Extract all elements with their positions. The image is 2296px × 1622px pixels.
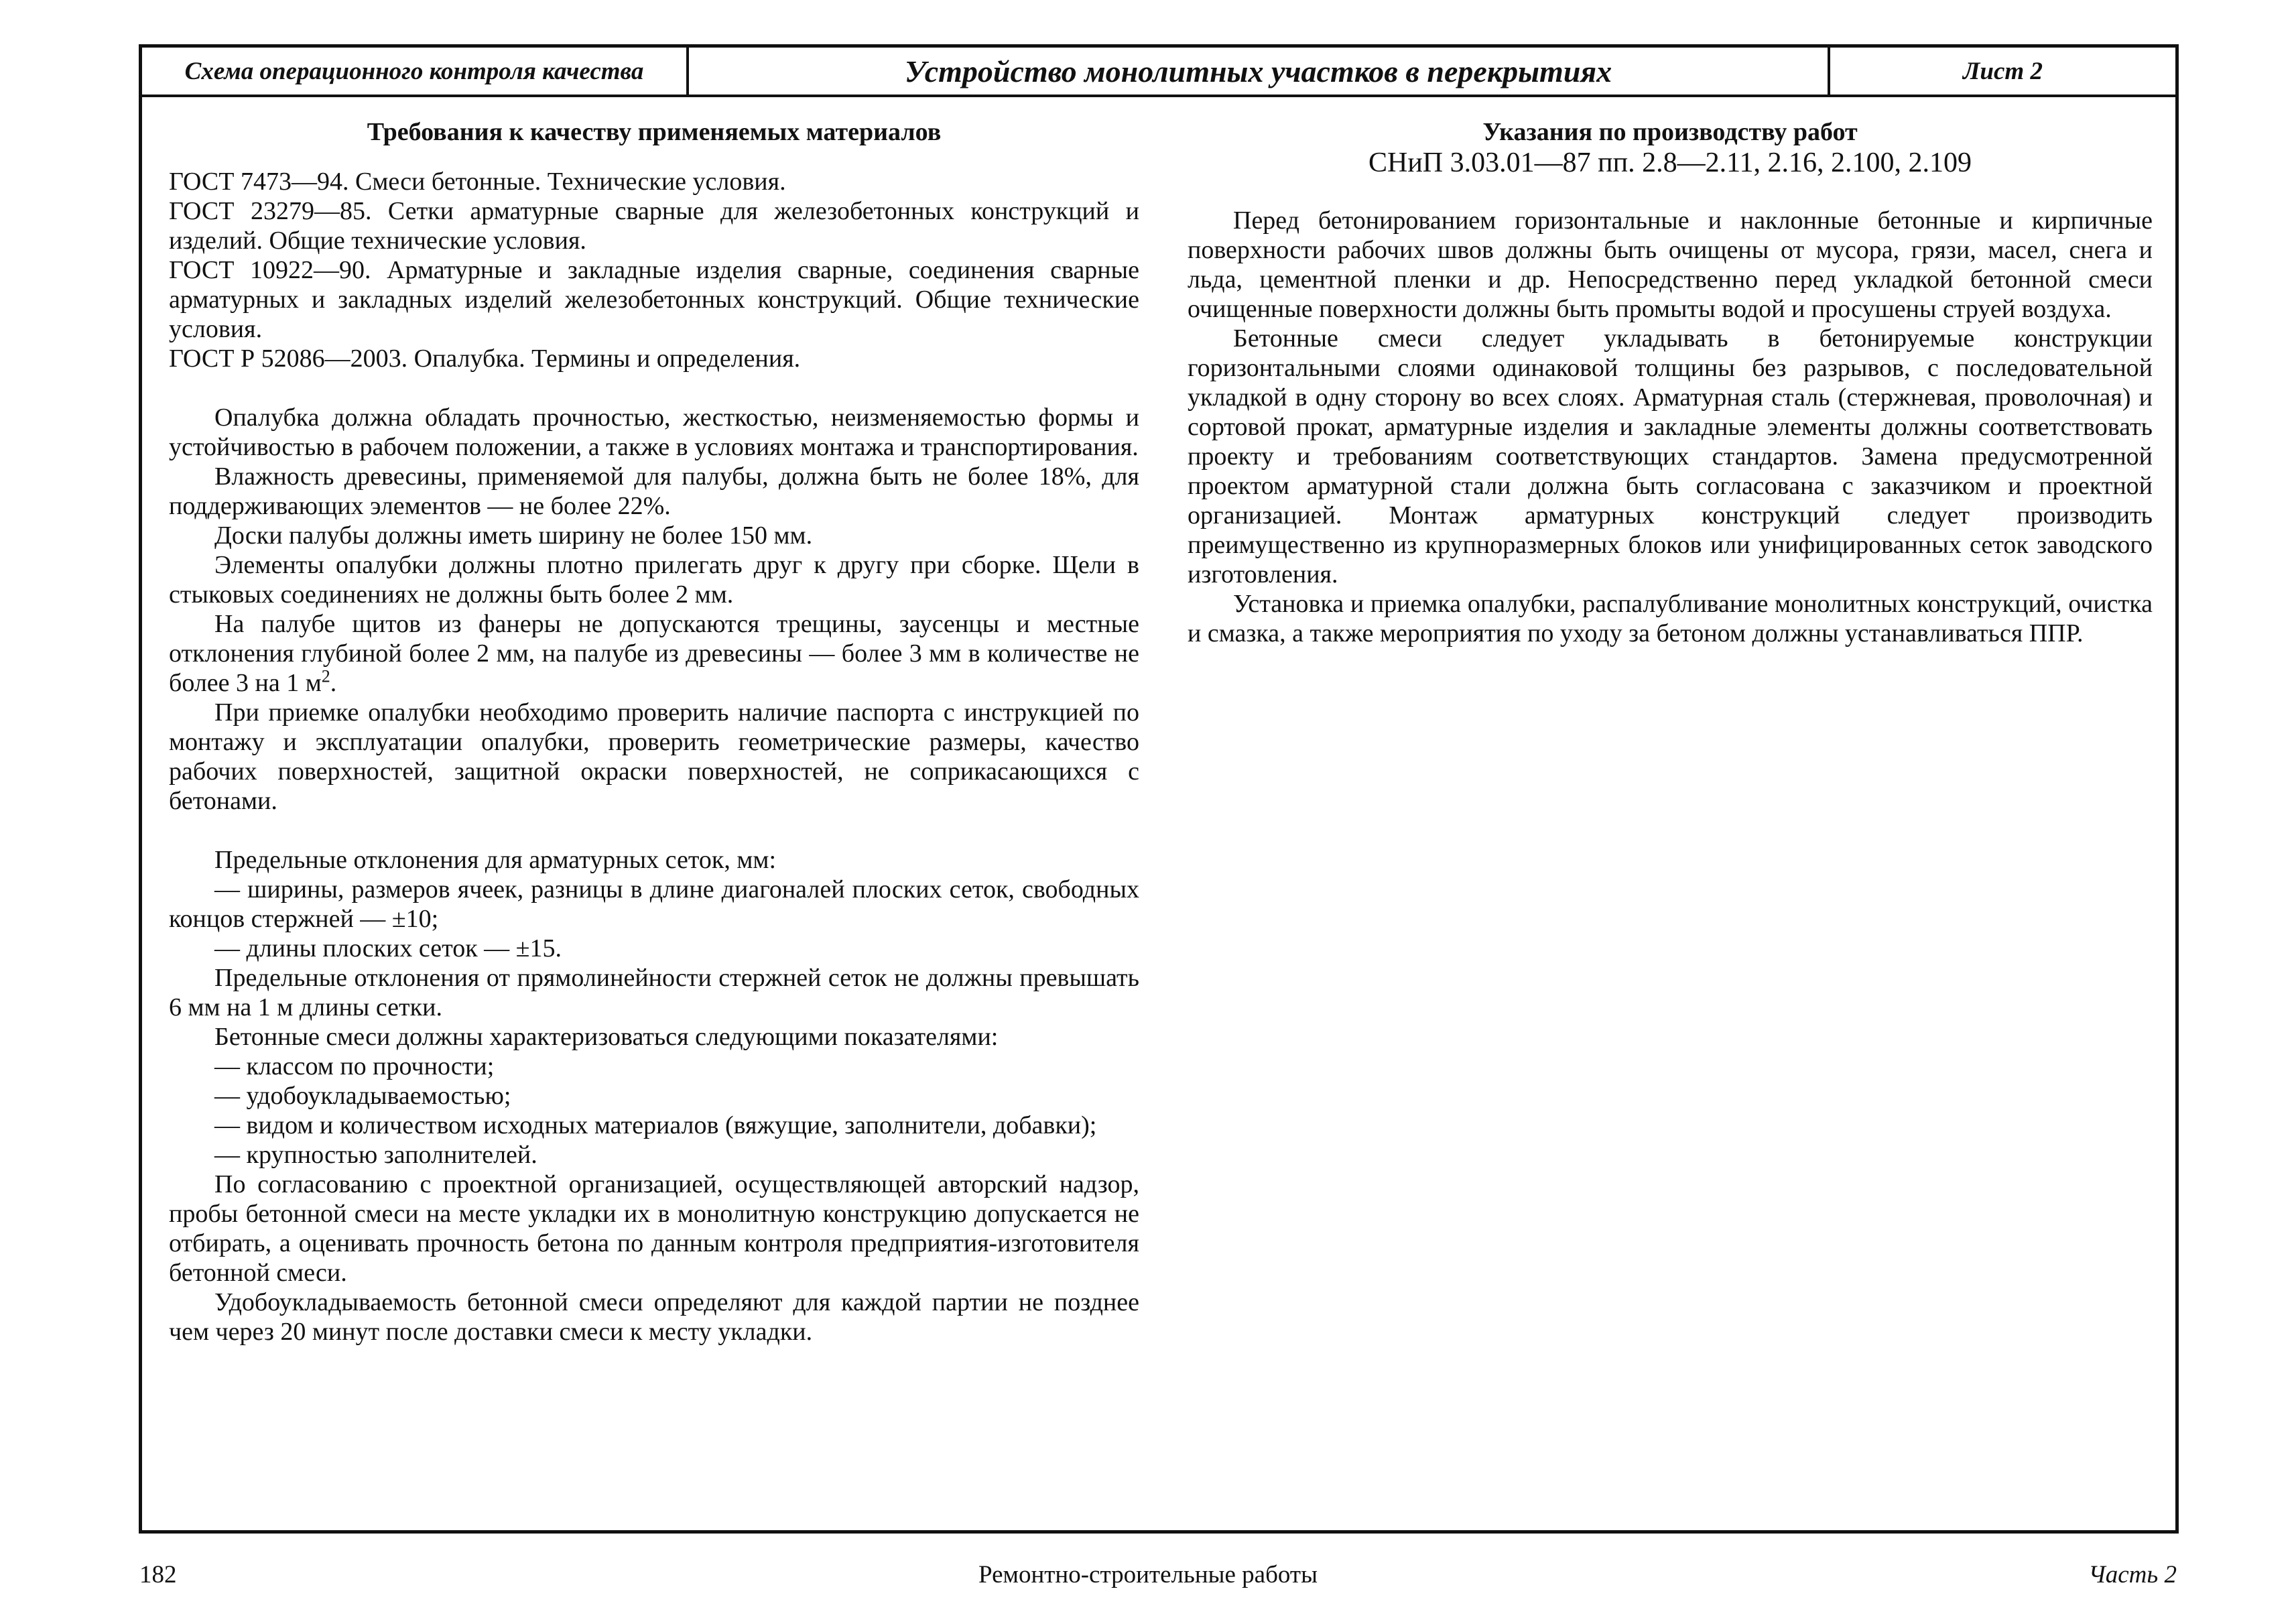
standard-item: ГОСТ 23279—85. Сетки арматурные сварные для железобетонных конструкций и изделий. Общие технические условия.: [169, 197, 1139, 255]
concrete-item: — видом и количеством исходных материалов (вяжущие, заполнители, добавки);: [214, 1111, 1097, 1139]
formwork-paragraph: При приемке опалубки необходимо проверить наличие паспорта с инструкцией по монтажу и эксплуатации опалубки, проверить геометрические размеры, качество рабочих поверхностей, защитной окраски поверхностей, не соприкасающихся с бетонами.: [169, 698, 1139, 815]
materials-heading: Требования к качеству применяемых материалов: [367, 118, 942, 146]
title-block: [142, 48, 2175, 97]
scheme-label: Схема операционного контроля качества: [142, 48, 689, 95]
snip-reference: СНиП 3.03.01—87 пп. 2.8—2.11, 2.16, 2.100, 2.109: [1368, 147, 1972, 178]
mesh-intro: Предельные отклонения для арматурных сеток, мм:: [214, 846, 777, 874]
book-part: Часть 2: [2088, 1561, 2177, 1588]
standard-item: ГОСТ 7473—94. Смеси бетонные. Технические условия.: [169, 168, 786, 196]
sentence-period: .: [330, 669, 337, 697]
materials-requirements-column: [169, 117, 1139, 1347]
standard-item: ГОСТ 10922—90. Арматурные и закладные изделия сварные, соединения сварные арматурных и закладных изделий железобетонных конструкций. Общие технические условия.: [169, 256, 1139, 343]
concrete-intro: Бетонные смеси должны характеризоваться следующими показателями:: [214, 1023, 999, 1051]
formwork-paragraph: Влажность древесины, применяемой для палубы, должна быть не более 18%, для поддерживающих элементов — не более 22%.: [169, 462, 1139, 520]
instructions-paragraph: Бетонные смеси следует укладывать в бетонируемые конструкции горизонтальными слоями одинаковой толщины без разрывов, с последовательной укладкой в одну сторону во всех слоях. Арматурная сталь (стержневая, проволочная) и сортовой прокат, арматурные изделия и закладные элементы должны соответствовать проекту и требованиям соответствующих стандартов. Замена предусмотренной проектом арматурной стали должна быть согласована с заказчиком и проектной организацией. Монтаж арматурных конструкций следует производить преимущественно из крупноразмерных блоков или унифицированных сеток заводского изготовления.: [1188, 324, 2153, 588]
formwork-paragraph: [169, 609, 1139, 698]
concrete-item: — классом по прочности;: [214, 1052, 495, 1080]
formwork-paragraph: Опалубка должна обладать прочностью, жесткостью, неизменяемостью формы и устойчивостью в рабочем положении, а также в условиях монтажа и транспортирования.: [169, 403, 1139, 461]
concrete-item: — крупностью заполнителей.: [214, 1141, 537, 1169]
page-frame: [139, 44, 2179, 1534]
book-title: Ремонтно-строительные работы: [978, 1561, 1318, 1588]
formwork-paragraph: Доски палубы должны иметь ширину не более 150 мм.: [214, 521, 813, 550]
work-instructions-column: [1188, 117, 2153, 648]
sheet-label: Лист 2: [1963, 57, 2043, 85]
concrete-item: — удобоукладываемостью;: [214, 1082, 511, 1110]
workability-paragraph: Удобоукладываемость бетонной смеси определяют для каждой партии не позднее чем через 20 минут после доставки смеси к месту укладки.: [169, 1288, 1139, 1346]
plywood-defects-text: На палубе щитов из фанеры не допускаются трещины, заусенцы и местные отклонения глубиной более 2 мм, на палубе из древесины — более 3 мм в количестве не более 3 на 1 м: [169, 610, 1139, 697]
straightness-paragraph: Предельные отклонения от прямолинейности стержней сеток не должны превышать 6 мм на 1 м длины сетки.: [169, 964, 1139, 1021]
square-superscript: 2: [321, 666, 330, 686]
mesh-item: — длины плоских сеток — ±15.: [214, 934, 562, 962]
page-number: 182: [139, 1561, 177, 1588]
instructions-paragraph: Установка и приемка опалубки, распалубливание монолитных конструкций, очистка и смазка, а также мероприятия по уходу за бетоном должны устанавливаться ППР.: [1188, 590, 2153, 647]
agreement-paragraph: По согласованию с проектной организацией, осуществляющей авторский надзор, пробы бетонной смеси на месте укладки их в монолитную конструкцию допускается не отбирать, а оценивать прочность бетона по данным контроля предприятия-изготовителя бетонной смеси.: [169, 1170, 1139, 1287]
instructions-paragraph: Перед бетонированием горизонтальные и наклонные бетонные и кирпичные поверхности рабочих швов должны быть очищены от мусора, грязи, масел, снега и льда, цементной пленки и др. Непосредственно перед укладкой бетонной смеси очищенные поверхности должны быть промыты водой и просушены струей воздуха.: [1188, 206, 2153, 323]
instructions-heading: Указания по производству работ: [1482, 118, 1858, 146]
document-title: Устройство монолитных участков в перекрытиях: [689, 48, 1830, 95]
formwork-paragraph: Элементы опалубки должны плотно прилегать друг к другу при сборке. Щели в стыковых соединениях не должны быть более 2 мм.: [169, 551, 1139, 609]
standard-item: ГОСТ Р 52086—2003. Опалубка. Термины и определения.: [169, 345, 801, 373]
mesh-item: — ширины, размеров ячеек, разницы в длине диагоналей плоских сеток, свободных концов стержней — ±10;: [169, 875, 1139, 933]
